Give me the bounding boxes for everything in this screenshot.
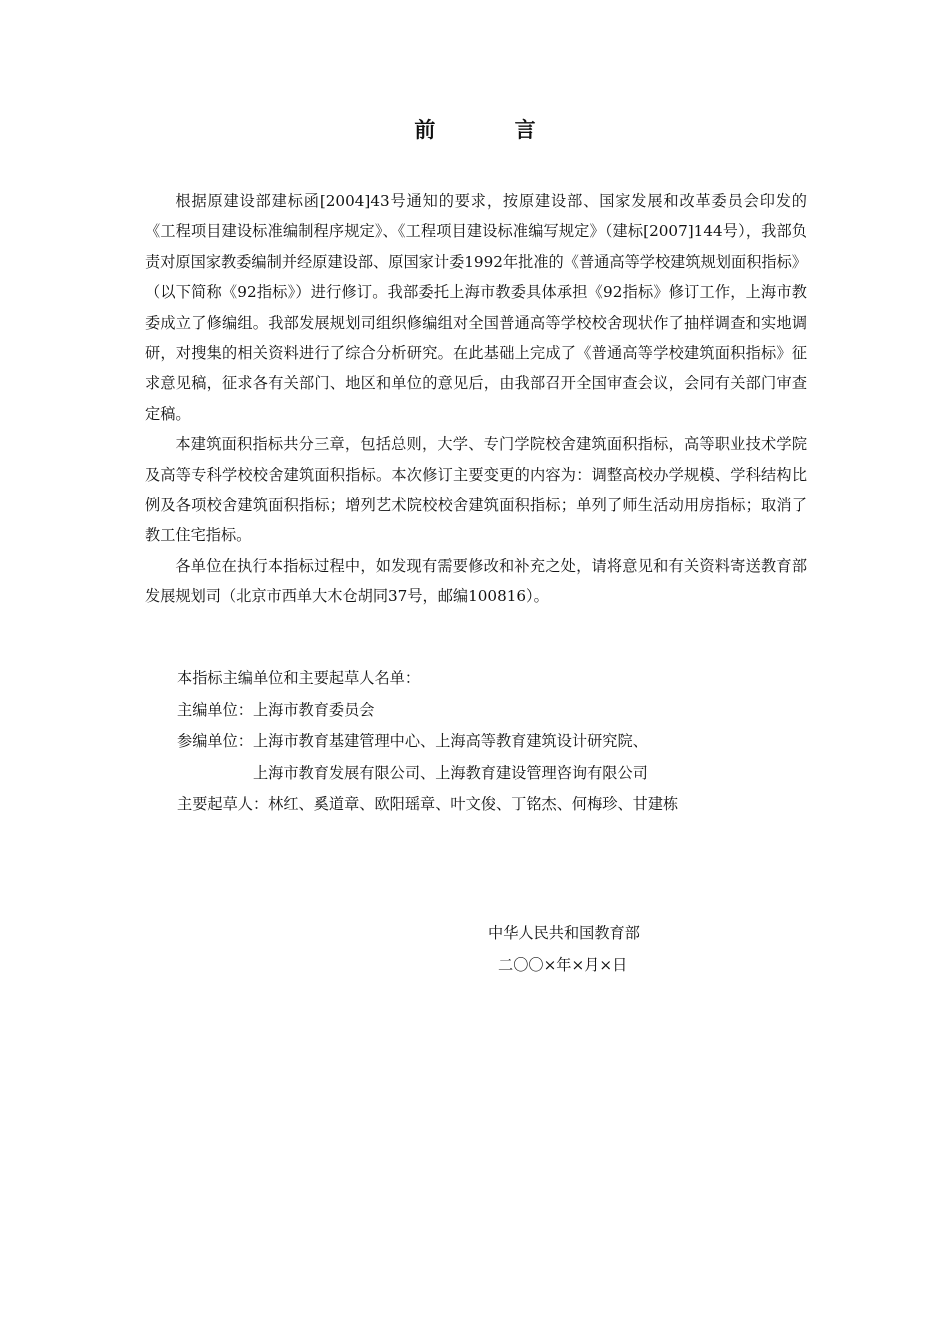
paragraph-2: 本建筑面积指标共分三章，包括总则，大学、专门学院校舍建筑面积指标，高等职业技术学院及高等专科学校校舍建筑面积指标。本次修订主要变更的内容为：调整高校办学规模、学科结构比例及各项校舍建筑面积指标；增列艺术院校校舍建筑面积指标；单列了师生活动用房指标；取消了教工住宅指标。 — [145, 435, 807, 545]
signature-org: 中华人民共和国教育部 — [488, 924, 640, 942]
drafters-row — [177, 789, 817, 821]
paragraph-3: 各单位在执行本指标过程中，如发现有需要修改和补充之处，请将意见和有关资料寄送教育部发展规划司（北京市西单大木仓胡同37号，邮编100816）。 — [145, 556, 807, 606]
participating-units-row — [177, 726, 817, 789]
participating-units-label: 参编单位： — [177, 732, 253, 750]
drafters-value: 林红、奚道章、欧阳瑶章、叶文俊、丁铭杰、何梅珍、甘建栋 — [268, 795, 679, 813]
chief-unit-value: 上海市教育委员会 — [252, 700, 375, 719]
drafters-label: 主要起草人： — [177, 795, 269, 813]
participating-unit-line: 上海市教育基建管理中心、上海高等教育建筑设计研究院、 — [252, 732, 648, 750]
signature-date: 二〇〇×年×月×日 — [498, 955, 628, 974]
chief-unit-row — [177, 695, 817, 727]
paragraph-1: 根据原建设部建标函[2004]43号通知的要求，按原建设部、国家发展和改革委员会印发的《工程项目建设标准编制程序规定》、《工程项目建设标准编写规定》（建标[2007]144号），我部负责对原国家教委编制并经原建设部、原国家计委1992年批准的《普通高等学校建筑规划面积指标》（以下简称《92指标》）进行修订。我部委托上海市教委具体承担《92指标》修订工作，上海市教委成立了修编组。我部发展规划司组织修编组对全国普通高等学校校舍现状作了抽样调查和实地调研，对搜集的相关资料进行了综合分析研究。在此基础上完成了《普通高等学校建筑面积指标》征求意见稿，征求各有关部门、地区和单位的意见后，由我部召开全国审查会议，会同有关部门审查定稿。 — [145, 192, 807, 423]
page-title: 前 言 — [414, 117, 572, 142]
signature-block — [488, 918, 688, 981]
chief-unit-label: 主编单位： — [177, 700, 253, 719]
editors-list — [177, 663, 817, 821]
participating-unit-line: 上海市教育发展有限公司、上海教育建设管理咨询有限公司 — [252, 763, 648, 782]
preface-body — [145, 186, 807, 612]
participating-units-values — [253, 726, 648, 789]
editors-intro: 本指标主编单位和主要起草人名单： — [177, 669, 420, 687]
